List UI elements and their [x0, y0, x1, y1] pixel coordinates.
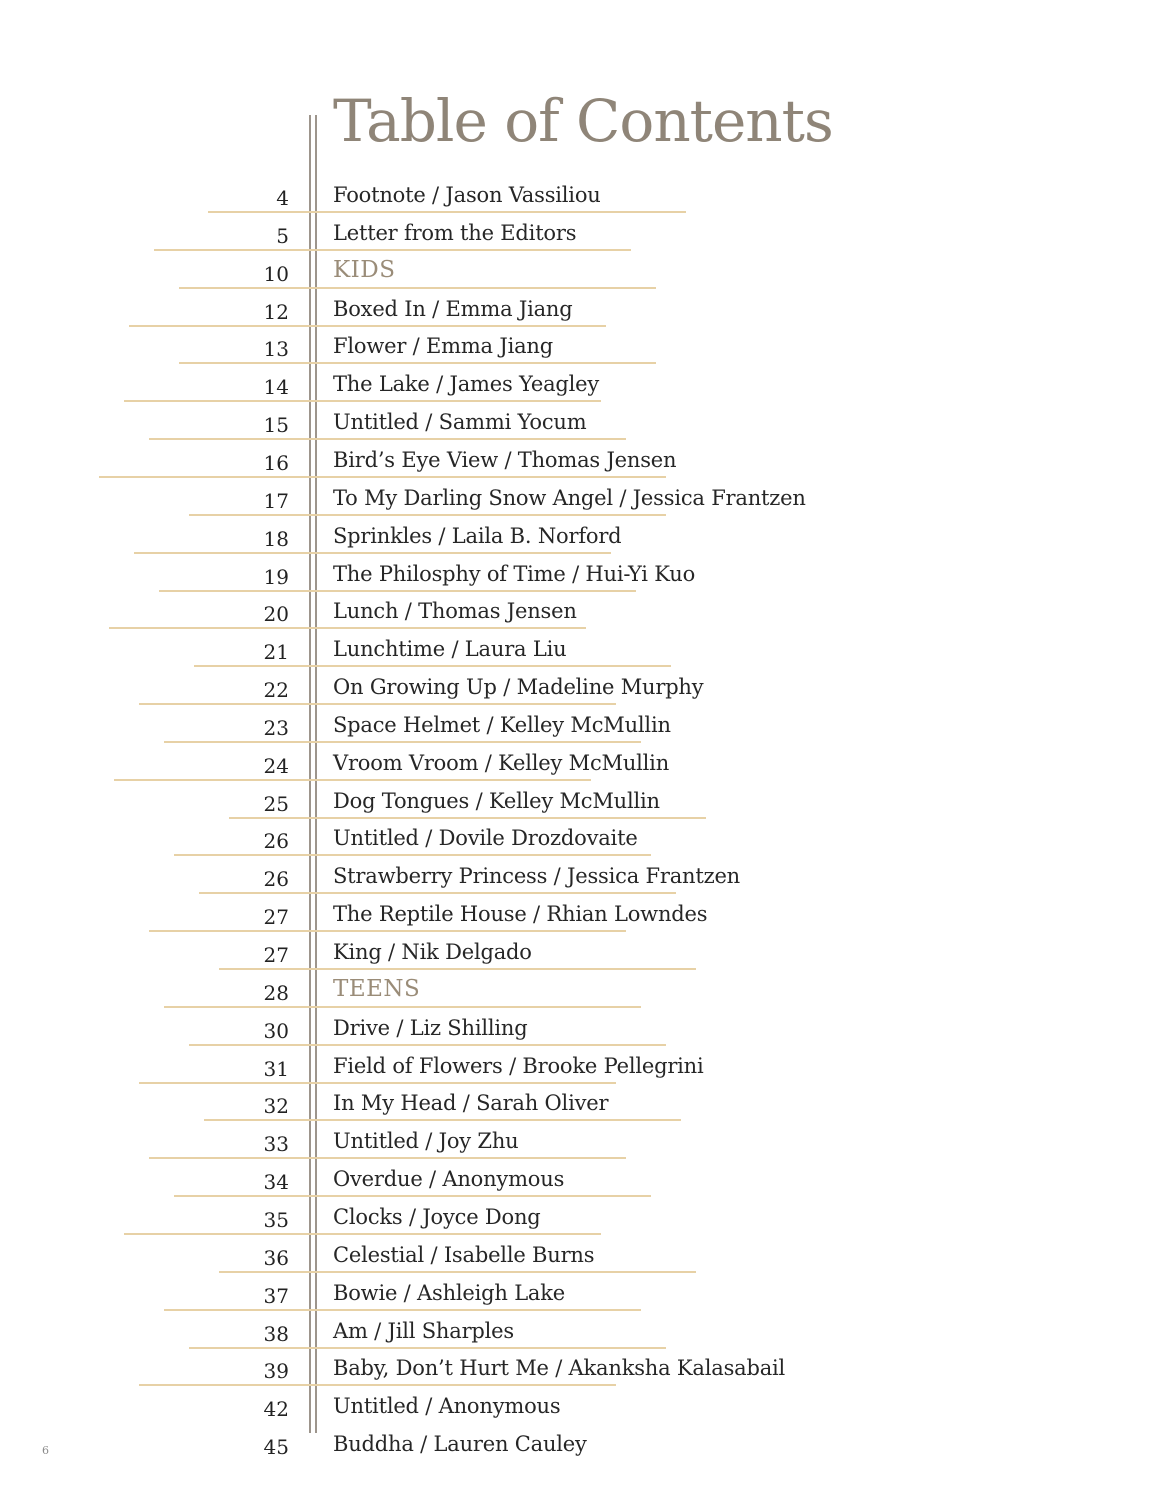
toc-entry	[0, 751, 1156, 789]
toc-entry-title: Am / Jill Sharples	[333, 1319, 514, 1343]
toc-entry	[0, 940, 1156, 978]
toc-entry	[0, 372, 1156, 410]
toc-page-number: 20	[263, 602, 289, 626]
toc-underline-rule	[129, 325, 606, 327]
toc-page-number: 37	[263, 1284, 289, 1308]
toc-entry	[0, 562, 1156, 600]
toc-entry	[0, 864, 1156, 902]
toc-entry-title: Strawberry Princess / Jessica Frantzen	[333, 864, 741, 888]
toc-entry-title: Bird’s Eye View / Thomas Jensen	[333, 448, 677, 472]
toc-entry	[0, 1091, 1156, 1129]
toc-underline-rule	[139, 1082, 616, 1084]
toc-entry-title: Flower / Emma Jiang	[333, 334, 553, 358]
toc-page-number: 19	[263, 565, 289, 589]
toc-page-number: 25	[263, 792, 289, 816]
toc-entry	[0, 1281, 1156, 1319]
toc-entry	[0, 1167, 1156, 1205]
toc-underline-rule	[219, 968, 696, 970]
toc-entry	[0, 1129, 1156, 1167]
toc-page-number: 10	[263, 262, 289, 286]
toc-underline-rule	[139, 703, 616, 705]
toc-entry-title: The Lake / James Yeagley	[333, 372, 600, 396]
toc-underline-rule	[219, 1271, 696, 1273]
toc-page-number: 31	[263, 1057, 289, 1081]
toc-page-number: 15	[263, 413, 289, 437]
page-number: 6	[42, 1444, 49, 1457]
section-title: TEENS	[333, 976, 421, 1002]
toc-entry-title: Untitled / Anonymous	[333, 1394, 561, 1418]
toc-entry-title: To My Darling Snow Angel / Jessica Frantzen	[333, 486, 806, 510]
toc-entry	[0, 524, 1156, 562]
toc-entry-title: Bowie / Ashleigh Lake	[333, 1281, 566, 1305]
toc-entry	[0, 410, 1156, 448]
toc-section-heading	[0, 978, 1156, 1016]
toc-underline-rule	[179, 287, 656, 289]
toc-page-number: 22	[263, 678, 289, 702]
toc-page-number: 26	[263, 829, 289, 853]
toc-page-number: 17	[263, 489, 289, 513]
toc-underline-rule	[179, 362, 656, 364]
toc-entry-title: Footnote / Jason Vassiliou	[333, 183, 601, 207]
toc-entry	[0, 486, 1156, 524]
toc-page-number: 34	[263, 1170, 289, 1194]
toc-page-number: 32	[263, 1094, 289, 1118]
toc-underline-rule	[174, 1195, 651, 1197]
toc-page-number: 24	[263, 754, 289, 778]
toc-page-number: 33	[263, 1132, 289, 1156]
toc-entry	[0, 1356, 1156, 1394]
toc-entry-title: On Growing Up / Madeline Murphy	[333, 675, 704, 699]
toc-underline-rule	[149, 930, 626, 932]
toc-entry	[0, 675, 1156, 713]
toc-page-number: 18	[263, 527, 289, 551]
toc-underline-rule	[149, 1157, 626, 1159]
toc-underline-rule	[189, 1044, 666, 1046]
toc-entry	[0, 1319, 1156, 1357]
toc-entry-title: Celestial / Isabelle Burns	[333, 1243, 595, 1267]
toc-page-number: 28	[263, 981, 289, 1005]
toc-entry	[0, 334, 1156, 372]
toc-page-number: 42	[263, 1397, 289, 1421]
toc-page-number: 45	[263, 1435, 289, 1459]
toc-underline-rule	[174, 854, 651, 856]
toc-entry	[0, 1432, 1156, 1470]
toc-entry-title: Sprinkles / Laila B. Norford	[333, 524, 622, 548]
toc-page-number: 39	[263, 1359, 289, 1383]
toc-entry-title: The Reptile House / Rhian Lowndes	[333, 902, 708, 926]
toc-entry	[0, 297, 1156, 335]
toc-underline-rule	[124, 1233, 601, 1235]
toc-entry	[0, 826, 1156, 864]
toc-underline-rule	[159, 590, 636, 592]
toc-entry	[0, 902, 1156, 940]
toc-entry-title: Untitled / Joy Zhu	[333, 1129, 519, 1153]
toc-page-number: 5	[276, 224, 289, 248]
toc-entry-title: Field of Flowers / Brooke Pellegrini	[333, 1054, 704, 1078]
toc-underline-rule	[139, 1384, 616, 1386]
toc-entry	[0, 637, 1156, 675]
toc-underline-rule	[194, 665, 671, 667]
toc-entry-title: Drive / Liz Shilling	[333, 1016, 528, 1040]
toc-entry-title: In My Head / Sarah Oliver	[333, 1091, 609, 1115]
toc-entry	[0, 789, 1156, 827]
toc-page-number: 27	[263, 943, 289, 967]
toc-entry	[0, 221, 1156, 259]
toc-entry	[0, 1394, 1156, 1432]
toc-page-number: 36	[263, 1246, 289, 1270]
toc-underline-rule	[154, 249, 631, 251]
toc-page-number: 26	[263, 867, 289, 891]
toc-page-number: 12	[263, 300, 289, 324]
section-title: KIDS	[333, 257, 396, 283]
toc-entry	[0, 1243, 1156, 1281]
toc-page-number: 23	[263, 716, 289, 740]
toc-entry-title: Lunchtime / Laura Liu	[333, 637, 567, 661]
toc-page-number: 27	[263, 905, 289, 929]
toc-underline-rule	[208, 211, 686, 213]
toc-underline-rule	[134, 552, 611, 554]
toc-underline-rule	[99, 476, 666, 478]
toc-entry	[0, 1016, 1156, 1054]
toc-entry-title: Buddha / Lauren Cauley	[333, 1432, 587, 1456]
toc-page-number: 16	[263, 451, 289, 475]
toc-entry-title: Vroom Vroom / Kelley McMullin	[333, 751, 670, 775]
toc-page-number: 35	[263, 1208, 289, 1232]
toc-underline-rule	[114, 779, 591, 781]
toc-entry-title: Untitled / Dovile Drozdovaite	[333, 826, 638, 850]
toc-entry-title: Clocks / Joyce Dong	[333, 1205, 541, 1229]
toc-entry	[0, 599, 1156, 637]
toc-entry	[0, 713, 1156, 751]
toc-underline-rule	[164, 1006, 641, 1008]
page-title: Table of Contents	[333, 87, 833, 155]
toc-underline-rule	[164, 741, 641, 743]
toc-entry-title: Baby, Don’t Hurt Me / Akanksha Kalasabail	[333, 1356, 786, 1380]
toc-entry-title: Space Helmet / Kelley McMullin	[333, 713, 671, 737]
toc-entry	[0, 183, 1156, 221]
toc-entry-title: Lunch / Thomas Jensen	[333, 599, 577, 623]
toc-underline-rule	[109, 627, 586, 629]
toc-entry	[0, 1205, 1156, 1243]
toc-entry-title: Boxed In / Emma Jiang	[333, 297, 573, 321]
toc-underline-rule	[164, 1309, 641, 1311]
toc-entry-title: Overdue / Anonymous	[333, 1167, 565, 1191]
toc-page-number: 30	[263, 1019, 289, 1043]
toc-entry-title: Letter from the Editors	[333, 221, 577, 245]
toc-underline-rule	[189, 514, 666, 516]
toc-underline-rule	[149, 438, 626, 440]
toc-underline-rule	[199, 892, 676, 894]
toc-entry-title: Dog Tongues / Kelley McMullin	[333, 789, 660, 813]
toc-entry-title: Untitled / Sammi Yocum	[333, 410, 587, 434]
toc-section-heading	[0, 259, 1156, 297]
toc-page-number: 4	[276, 186, 289, 210]
toc-entry	[0, 448, 1156, 486]
toc-page-number: 13	[263, 337, 289, 361]
toc-underline-rule	[229, 817, 706, 819]
toc-underline-rule	[189, 1347, 666, 1349]
toc-underline-rule	[204, 1119, 681, 1121]
toc-entry-title: The Philosphy of Time / Hui-Yi Kuo	[333, 562, 696, 586]
toc-entry	[0, 1054, 1156, 1092]
toc-entry-title: King / Nik Delgado	[333, 940, 532, 964]
toc-page-number: 21	[263, 640, 289, 664]
toc-page-number: 14	[263, 375, 289, 399]
toc-underline-rule	[124, 400, 601, 402]
toc-page-number: 38	[263, 1322, 289, 1346]
